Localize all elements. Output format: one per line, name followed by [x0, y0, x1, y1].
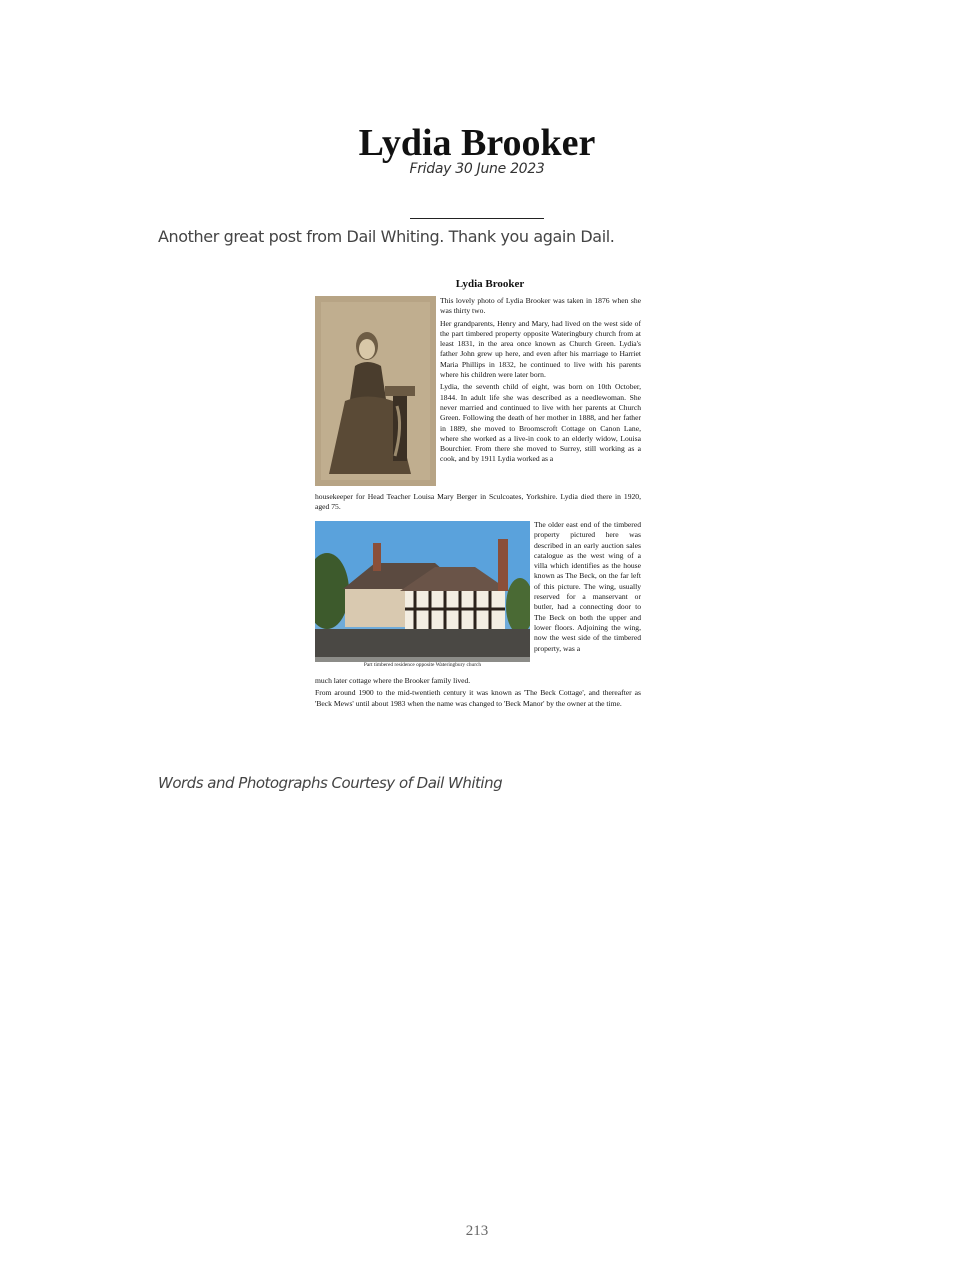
paragraph: much later cottage where the Brooker family lived. — [315, 676, 471, 685]
paragraph: housekeeper for Head Teacher Louisa Mary Berger in Sculcoates, Yorkshire. Lydia died there in 1920, aged 75. — [315, 492, 641, 512]
clipping-title: Lydia Brooker — [455, 278, 525, 290]
page-title: Lydia Brooker — [358, 122, 596, 164]
paragraph: This lovely photo of Lydia Brooker was taken in 1876 when she was thirty two. — [440, 296, 641, 316]
post-date: Friday 30 June 2023 — [409, 161, 545, 177]
paragraph: Her grandparents, Henry and Mary, had lived on the west side of the part timbered property opposite Wateringbury church from at least 1831, in the area once known as Church Green. Lydia's father John grew up here, and even after his marriage to Harriet Maria Phillips in 1832, he continued to live with his parents where his children were later born. — [440, 318, 641, 380]
paragraph: Lydia, the seventh child of eight, was born on 10th October, 1844. In adult life she was described as a needlewoman. She never married and continued to live with her parents at Church Green. Following the death of her mother in 1888, and her father in 1889, she moved to Broomscroft Cottage on Canon Lane, where she worked as a live-in cook to an elderly widow, Louisa Bourchier. From there she moved to Surrey, still working as a cook, and by 1911 Lydia worked as a — [440, 382, 641, 464]
page-number: 213 — [465, 1223, 489, 1239]
intro-text: Another great post from Dail Whiting. Thank you again Dail. — [158, 227, 615, 246]
portrait-illustration — [315, 296, 436, 486]
paragraph: From around 1900 to the mid-twentieth century it was known as 'The Beck Cottage', and thereafter as 'Beck Mews' until about 1983 when the name was changed to 'Beck Manor' by the owner at the time. — [315, 688, 641, 708]
photo-caption: Part timbered residence opposite Wateringbury church — [363, 662, 482, 668]
house-photo — [315, 521, 530, 662]
photo-credit: Words and Photographs Courtesy of Dail Whiting — [158, 774, 503, 792]
portrait-photo — [315, 296, 436, 486]
article-clipping — [315, 278, 641, 728]
paragraph: The older east end of the timbered property pictured here was described in an early auction sales catalogue as the west wing of a villa which identifies as the house known as The Beck, on the far left of this picture. The wing, usually reserved for a manservant or butler, had a connecting door to The Beck on both the upper and lower floors. Adjoining the wing, now the west side of the timbered property, was a — [534, 520, 641, 653]
divider — [410, 218, 544, 219]
house-illustration — [315, 521, 530, 662]
